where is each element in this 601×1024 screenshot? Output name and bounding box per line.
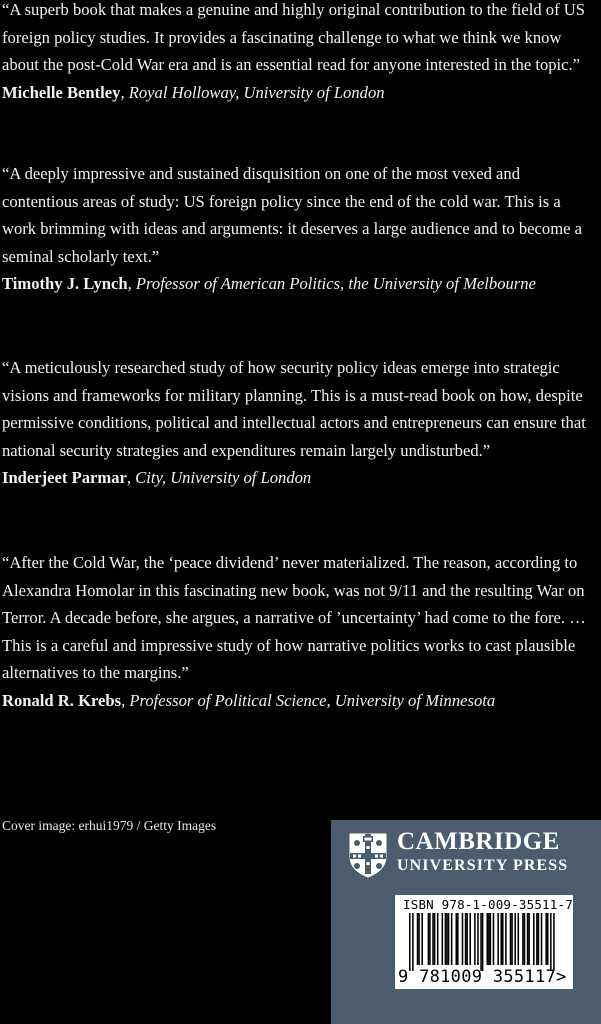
barcode-bar [412, 913, 414, 971]
endorser-name: Ronald R. Krebs [2, 690, 122, 710]
barcode-bar [428, 913, 430, 965]
barcode-bar [418, 913, 420, 965]
endorsement-2 [2, 160, 592, 298]
barcode-bar [434, 913, 436, 965]
barcode-bar [550, 913, 552, 971]
publisher-name [397, 828, 568, 876]
barcode-bar [429, 913, 431, 965]
isbn-barcode [395, 895, 573, 989]
barcode-bar [538, 913, 540, 965]
barcode-bar [445, 913, 447, 965]
barcode-bar [511, 913, 513, 965]
barcode-bar [545, 913, 547, 965]
endorser-name: Inderjeet Parmar [2, 468, 127, 488]
publisher-name-line2: UNIVERSITY PRESS [397, 857, 569, 874]
barcode-bar [493, 913, 495, 965]
publisher-panel [331, 820, 601, 1024]
barcode-end-marker: > [556, 967, 567, 987]
endorser-name: Michelle Bentley [2, 82, 121, 102]
endorsement-attribution [2, 270, 592, 298]
barcode-bar [487, 913, 489, 965]
barcode-bar [469, 913, 471, 965]
barcode-bar [488, 913, 490, 965]
endorsement-quote: “A meticulously researched study of how security policy ideas emerge into strategic visions and frameworks for military planning. This is a must-read book on how, despite permissive conditions, political and intellectual actors and entrepreneurs can ensure that national security strategies and expenditures remain largely undisturbed.” [2, 358, 586, 460]
barcode-bar [417, 913, 419, 965]
barcode-bar [482, 913, 484, 971]
barcode-bar [462, 913, 464, 965]
barcode-bar [497, 913, 499, 965]
isbn-label: ISBN 978-1-009-35511-7 [403, 897, 573, 912]
barcode-bar [514, 913, 516, 965]
endorsement-attribution [2, 687, 592, 715]
barcode-bar [442, 913, 444, 965]
barcode-bar [527, 913, 529, 965]
barcode-bar [456, 913, 458, 965]
endorser-affiliation: , Professor of Political Science, University of Minnesota [121, 690, 496, 710]
publisher-name-line1: CAMBRIDGE [397, 828, 560, 855]
barcode-bar [505, 913, 507, 965]
endorsement-quote: “A deeply impressive and sustained disquisition on one of the most vexed and contentious areas of study: US foreign policy since the end of the cold war. This is a work brimming with ideas and arguments: it deserves a large audience and to become a seminal scholarly text.” [2, 164, 582, 266]
barcode-bar [421, 913, 423, 965]
barcode-bar [448, 913, 450, 965]
endorser-affiliation: , City, University of London [126, 468, 312, 488]
cover-image-credit: Cover image: erhui1979 / Getty Images [2, 818, 217, 833]
cambridge-crest-icon [348, 832, 388, 878]
barcode-bar [490, 913, 492, 965]
endorsement-1 [2, 0, 592, 106]
barcode-bar [477, 913, 479, 965]
barcode-bar [510, 913, 512, 965]
barcode-bar [522, 913, 524, 965]
endorsement-quote: “After the Cold War, the ‘peace dividend’ never materialized. The reason, according to Alexandra Homolar in this fascinating new book, was not 9/11 and the resulting War on Terror. A decade before, she argues, a narrative of ’uncertainty’ had come to the fore. … This is a careful and impressive study of how narrative politics works to cast plausible alternatives to the margins.” [2, 553, 586, 683]
endorsement-3 [2, 354, 592, 492]
barcode-bar [451, 913, 453, 965]
barcode-bar [409, 913, 411, 971]
endorsement-quote: “A superb book that makes a genuine and highly original contribution to the field of US foreign policy studies. It provides a fascinating challenge to what we think we know about the post-Cold War era and is an essential read for anyone interested in the topic.” [2, 0, 585, 75]
barcode-bar [465, 913, 467, 965]
endorsement-4 [2, 549, 592, 715]
endorsement-attribution [2, 79, 592, 107]
barcode-bar [500, 913, 502, 965]
barcode-bar [446, 913, 448, 965]
endorsement-attribution [2, 464, 592, 492]
barcode-bar [432, 913, 434, 965]
barcode-digits [398, 967, 567, 987]
barcode-bar [480, 913, 482, 971]
barcode-bar [437, 913, 439, 965]
barcode-bar [457, 913, 459, 965]
barcode-bar [466, 913, 468, 965]
endorser-name: Timothy J. Lynch [2, 274, 128, 294]
barcode-bar [547, 913, 549, 965]
barcode-bar [553, 913, 555, 971]
barcode-bar [524, 913, 526, 965]
barcode-bar [541, 913, 543, 965]
barcode-bar [528, 913, 530, 965]
barcode-bar [533, 913, 535, 965]
barcode-bar [474, 913, 476, 965]
barcode-bar [536, 913, 538, 965]
endorser-affiliation: , Royal Holloway, University of London [120, 82, 385, 102]
endorser-affiliation: , Professor of American Politics, the University of Melbourne [127, 274, 536, 294]
barcode-bar [518, 913, 520, 965]
barcode-number: 9 781009 355117 [398, 967, 557, 987]
barcode-bar [502, 913, 504, 965]
